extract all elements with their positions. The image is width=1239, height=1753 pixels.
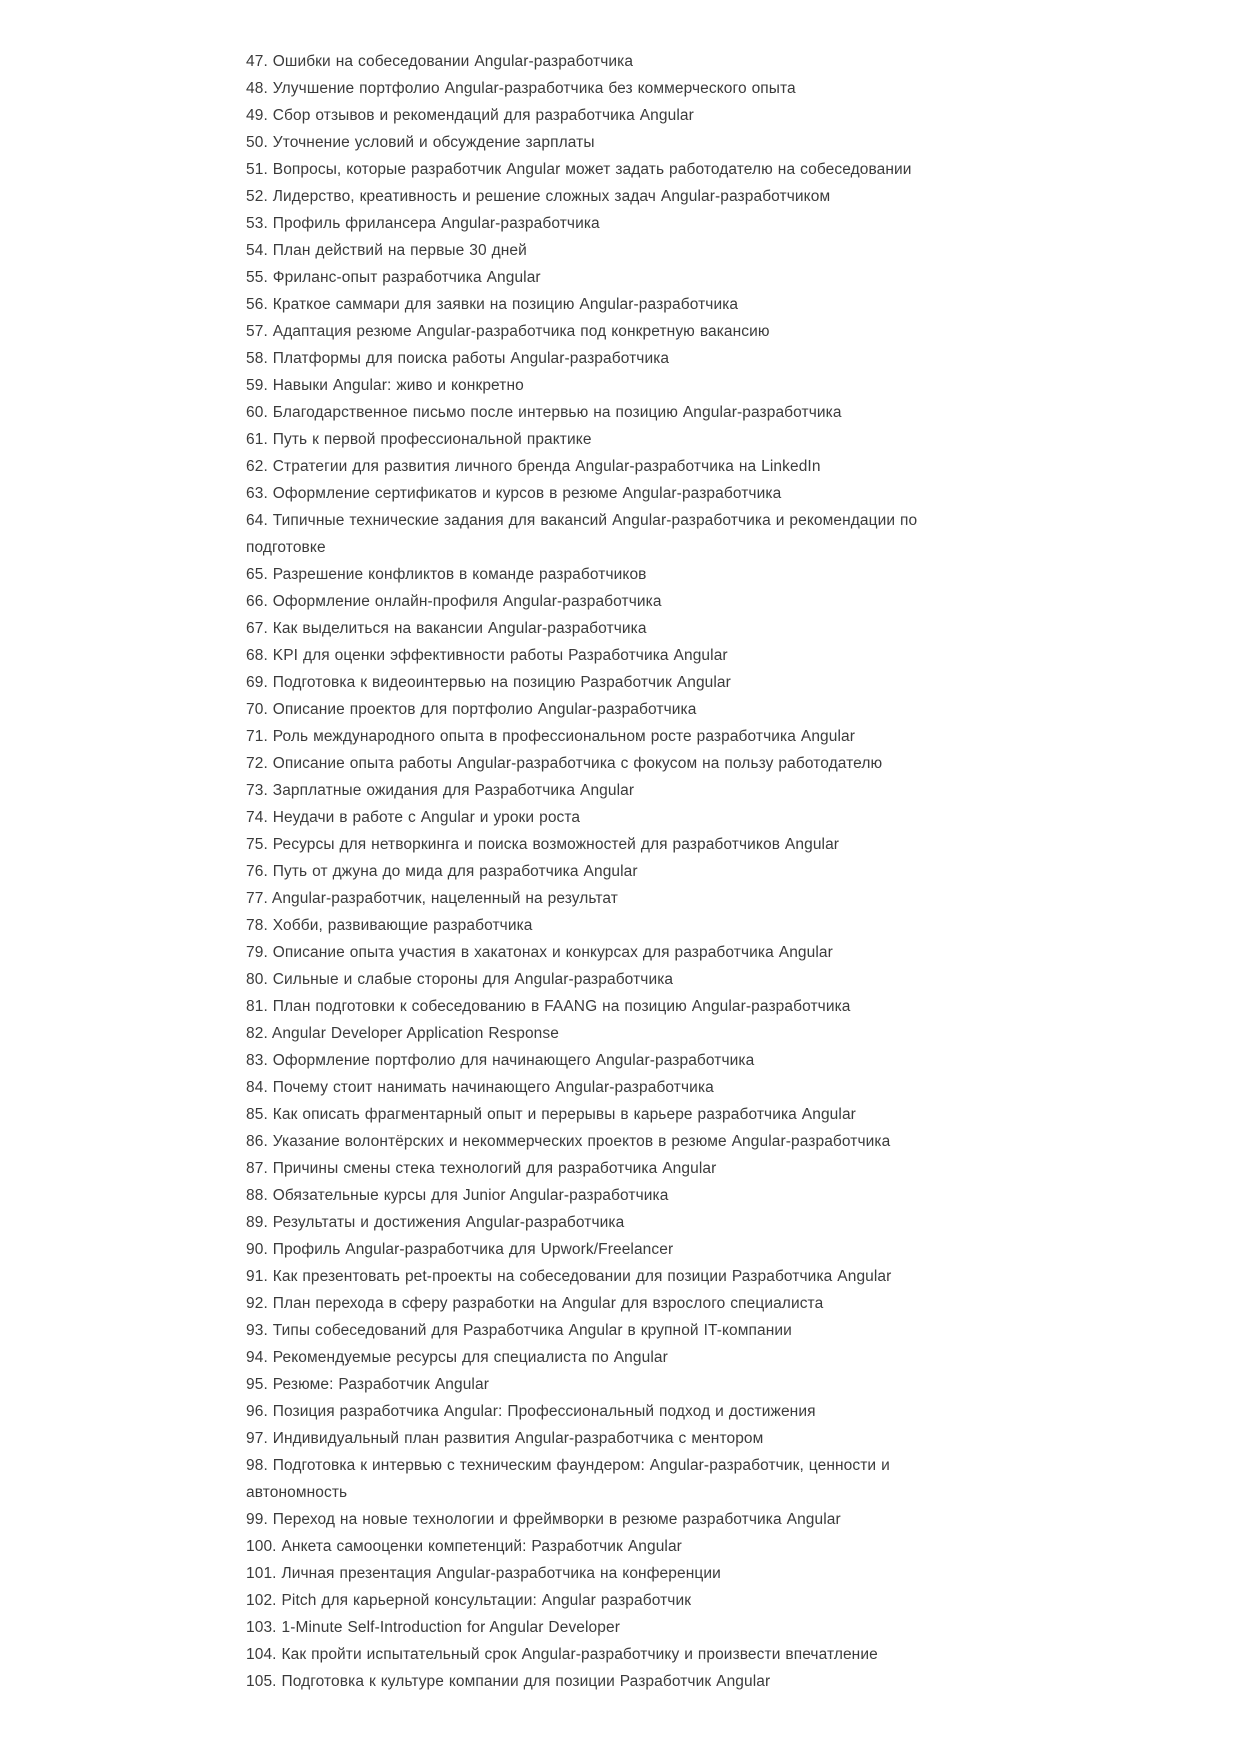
list-item: 47. Ошибки на собеседовании Angular-разработчика bbox=[246, 53, 634, 70]
list-item: 80. Сильные и слабые стороны для Angular-разработчика bbox=[246, 971, 674, 988]
list-item: 101. Личная презентация Angular-разработчика на конференции bbox=[246, 1565, 721, 1582]
list-item: 91. Как презентовать pet-проекты на собеседовании для позиции Разработчика Angular bbox=[246, 1268, 892, 1285]
list-item: 72. Описание опыта работы Angular-разработчика с фокусом на пользу работодателю bbox=[246, 755, 883, 772]
list-item: 60. Благодарственное письмо после интервью на позицию Angular-разработчика bbox=[246, 404, 842, 421]
list-item: 102. Pitch для карьерной консультации: Angular разработчик bbox=[246, 1592, 692, 1609]
list-item: 99. Переход на новые технологии и фреймворки в резюме разработчика Angular bbox=[246, 1511, 841, 1528]
list-item: 95. Резюме: Разработчик Angular bbox=[246, 1376, 489, 1393]
list-item: 85. Как описать фрагментарный опыт и перерывы в карьере разработчика Angular bbox=[246, 1106, 856, 1123]
list-item: 86. Указание волонтёрских и некоммерческих проектов в резюме Angular-разработчика bbox=[246, 1133, 891, 1150]
list-item: 49. Сбор отзывов и рекомендаций для разработчика Angular bbox=[246, 107, 694, 124]
list-item: 93. Типы собеседований для Разработчика Angular в крупной IT-компании bbox=[246, 1322, 792, 1339]
list-item: 88. Обязательные курсы для Junior Angular-разработчика bbox=[246, 1187, 669, 1204]
list-item: 105. Подготовка к культуре компании для позиции Разработчик Angular bbox=[246, 1673, 771, 1690]
topic-list bbox=[246, 48, 926, 1695]
list-item: 81. План подготовки к собеседованию в FAANG на позицию Angular-разработчика bbox=[246, 998, 851, 1015]
list-item: 66. Оформление онлайн-профиля Angular-разработчика bbox=[246, 593, 662, 610]
list-item: 76. Путь от джуна до мида для разработчика Angular bbox=[246, 863, 638, 880]
list-item: 79. Описание опыта участия в хакатонах и конкурсах для разработчика Angular bbox=[246, 944, 833, 961]
list-item: 69. Подготовка к видеоинтервью на позицию Разработчик Angular bbox=[246, 674, 731, 691]
list-item: 57. Адаптация резюме Angular-разработчика под конкретную вакансию bbox=[246, 323, 770, 340]
list-item: 103. 1-Minute Self-Introduction for Angular Developer bbox=[246, 1619, 620, 1636]
list-item: 83. Оформление портфолио для начинающего Angular-разработчика bbox=[246, 1052, 755, 1069]
list-item: 96. Позиция разработчика Angular: Профессиональный подход и достижения bbox=[246, 1403, 816, 1420]
list-item: 59. Навыки Angular: живо и конкретно bbox=[246, 377, 524, 394]
list-item: 63. Оформление сертификатов и курсов в резюме Angular-разработчика bbox=[246, 485, 782, 502]
list-item: 50. Уточнение условий и обсуждение зарплаты bbox=[246, 134, 595, 151]
list-item: 67. Как выделиться на вакансии Angular-разработчика bbox=[246, 620, 647, 637]
list-item: 64. Типичные технические задания для вакансий Angular-разработчика и рекомендации по подготовке bbox=[246, 512, 918, 556]
list-item: 51. Вопросы, которые разработчик Angular может задать работодателю на собеседовании bbox=[246, 161, 912, 178]
list-item: 73. Зарплатные ожидания для Разработчика Angular bbox=[246, 782, 635, 799]
list-item: 97. Индивидуальный план развития Angular-разработчика с ментором bbox=[246, 1430, 764, 1447]
list-item: 70. Описание проектов для портфолио Angular-разработчика bbox=[246, 701, 697, 718]
list-item: 94. Рекомендуемые ресурсы для специалиста по Angular bbox=[246, 1349, 668, 1366]
list-item: 100. Анкета самооценки компетенций: Разработчик Angular bbox=[246, 1538, 682, 1555]
list-item: 62. Стратегии для развития личного бренда Angular-разработчика на LinkedIn bbox=[246, 458, 821, 475]
list-item: 87. Причины смены стека технологий для разработчика Angular bbox=[246, 1160, 717, 1177]
list-item: 75. Ресурсы для нетворкинга и поиска возможностей для разработчиков Angular bbox=[246, 836, 840, 853]
list-item: 89. Результаты и достижения Angular-разработчика bbox=[246, 1214, 625, 1231]
list-item: 52. Лидерство, креативность и решение сложных задач Angular-разработчиком bbox=[246, 188, 831, 205]
list-item: 58. Платформы для поиска работы Angular-разработчика bbox=[246, 350, 670, 367]
list-item: 78. Хобби, развивающие разработчика bbox=[246, 917, 533, 934]
list-item: 92. План перехода в сферу разработки на Angular для взрослого специалиста bbox=[246, 1295, 824, 1312]
list-item: 82. Angular Developer Application Response bbox=[246, 1025, 559, 1042]
list-item: 71. Роль международного опыта в профессиональном росте разработчика Angular bbox=[246, 728, 856, 745]
list-item: 53. Профиль фрилансера Angular-разработчика bbox=[246, 215, 600, 232]
list-item: 65. Разрешение конфликтов в команде разработчиков bbox=[246, 566, 647, 583]
list-item: 74. Неудачи в работе с Angular и уроки роста bbox=[246, 809, 581, 826]
list-item: 54. План действий на первые 30 дней bbox=[246, 242, 527, 259]
list-item: 61. Путь к первой профессиональной практике bbox=[246, 431, 592, 448]
list-item: 90. Профиль Angular-разработчика для Upwork/Freelancer bbox=[246, 1241, 674, 1258]
list-item: 77. Angular-разработчик, нацеленный на результат bbox=[246, 890, 619, 907]
list-item: 48. Улучшение портфолио Angular-разработчика без коммерческого опыта bbox=[246, 80, 796, 97]
list-item: 84. Почему стоит нанимать начинающего Angular-разработчика bbox=[246, 1079, 714, 1096]
list-item: 56. Краткое саммари для заявки на позицию Angular-разработчика bbox=[246, 296, 739, 313]
list-item: 104. Как пройти испытательный срок Angular-разработчику и произвести впечатление bbox=[246, 1646, 878, 1663]
list-item: 98. Подготовка к интервью с техническим фаундером: Angular-разработчик, ценности и автономность bbox=[246, 1457, 890, 1501]
list-item: 55. Фриланс-опыт разработчика Angular bbox=[246, 269, 541, 286]
list-item: 68. KPI для оценки эффективности работы Разработчика Angular bbox=[246, 647, 728, 664]
